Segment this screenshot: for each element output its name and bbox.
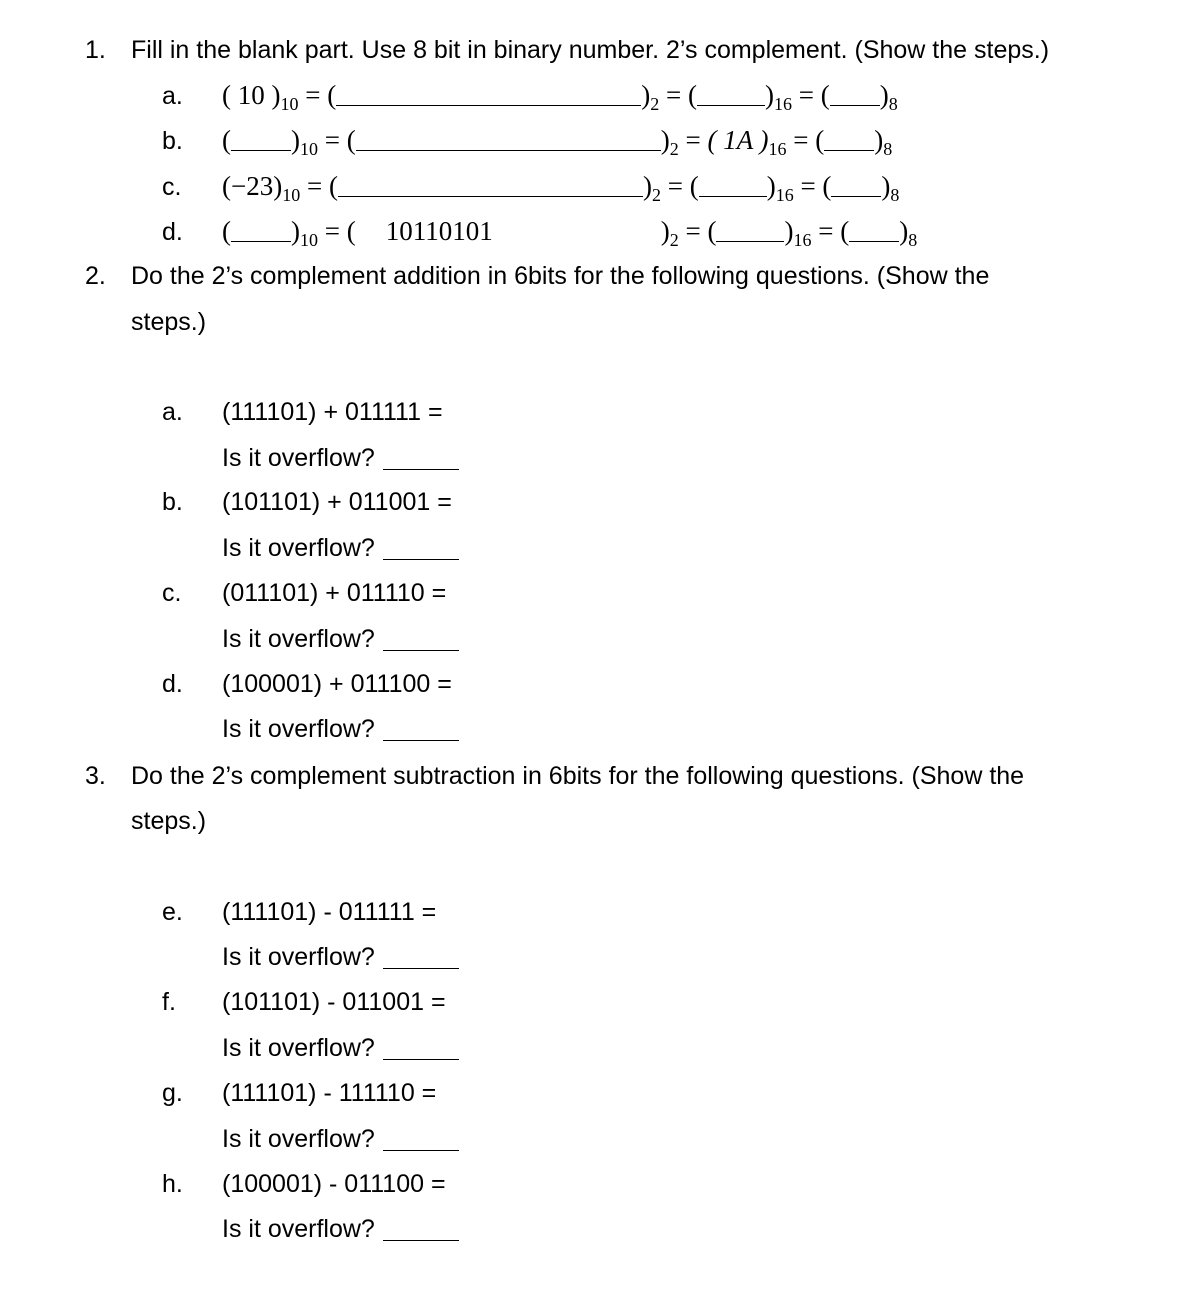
q2-item-c-overflow: [222, 624, 459, 654]
q1-row-d-dec-blank[interactable]: [231, 219, 291, 242]
base-bin: 2: [669, 230, 679, 250]
base-hex: 16: [768, 139, 787, 159]
equals-sign: =: [665, 80, 682, 110]
q1-row-b-oct-blank[interactable]: [824, 128, 874, 151]
q3-text-line1: Do the 2’s complement subtraction in 6bits for the following questions. (Show the: [131, 762, 1025, 790]
equals-sign: =: [324, 125, 340, 155]
base-oct: 8: [908, 230, 918, 250]
base-hex: 16: [775, 185, 794, 205]
q1-row-b-bin-blank[interactable]: [356, 128, 661, 151]
q2-item-b-expr: (101101) + 011001 =: [222, 488, 452, 516]
overflow-answer-blank[interactable]: [383, 445, 459, 470]
overflow-answer-blank[interactable]: [383, 944, 459, 969]
equals-sign: =: [667, 171, 683, 201]
q1-row-a-oct-blank[interactable]: [830, 83, 880, 106]
q1-row-c-dec-value: (−23): [222, 171, 283, 201]
q2-item-a-overflow: [222, 443, 459, 473]
q1-row-c-hex-blank[interactable]: [699, 174, 767, 197]
q1-row-a-decimal: ( 10 )$_{10}$ = ( )$_2$ = ( )$_{16}$ = ( )$_8$: [222, 80, 898, 114]
q2-item-a-expr: (111101) + 011111 =: [222, 398, 443, 426]
equals-sign: =: [793, 125, 809, 155]
overflow-answer-blank[interactable]: [383, 535, 459, 560]
q1-row-b-letter: b.: [162, 127, 183, 155]
overflow-question: Is it overflow?: [222, 534, 375, 562]
equals-sign: =: [685, 125, 701, 155]
overflow-question: Is it overflow?: [222, 444, 375, 472]
base-dec: 10: [280, 94, 299, 114]
q1-row-d-letter: d.: [162, 218, 183, 246]
q1-row-b-hex-value: ( 1A ): [707, 125, 769, 155]
q1-row-a-bin-blank[interactable]: [336, 83, 641, 106]
equals-sign: =: [685, 216, 701, 246]
base-oct: 8: [883, 139, 893, 159]
overflow-question: Is it overflow?: [222, 1125, 375, 1153]
q2-item-c-letter: c.: [162, 579, 182, 607]
base-bin: 2: [669, 139, 679, 159]
q2-item-d-expr: (100001) + 011100 =: [222, 670, 452, 698]
q1-row-b: ( )$_{10}$ = ( )$_2$ = ( 1A )$_{16}$ = ( )$_8$: [222, 125, 893, 159]
overflow-question: Is it overflow?: [222, 1215, 375, 1243]
equals-sign: =: [305, 80, 321, 110]
q1-row-c-letter: c.: [162, 173, 182, 201]
base-dec: 10: [300, 230, 318, 250]
equals-sign: =: [306, 171, 323, 201]
overflow-answer-blank[interactable]: [383, 716, 459, 741]
overflow-question: Is it overflow?: [222, 625, 375, 653]
q1-number: 1.: [85, 36, 106, 64]
overflow-question: Is it overflow?: [222, 715, 375, 743]
q1-row-a-dec-value: ( 10 ): [222, 80, 281, 110]
overflow-question: Is it overflow?: [222, 1034, 375, 1062]
base-oct: 8: [890, 185, 900, 205]
base-bin: 2: [650, 94, 660, 114]
q3-number: 3.: [85, 762, 106, 790]
q2-item-b-overflow: [222, 533, 459, 563]
q3-item-g-letter: g.: [162, 1079, 183, 1107]
q1-row-d-hex-blank[interactable]: [716, 219, 784, 242]
overflow-answer-blank[interactable]: [383, 1035, 459, 1060]
base-hex: 16: [773, 94, 792, 114]
q1-row-b-dec-blank[interactable]: [231, 128, 291, 151]
q2-item-d-letter: d.: [162, 670, 183, 698]
equals-sign: =: [798, 80, 814, 110]
q3-item-f-letter: f.: [162, 988, 176, 1016]
base-dec: 10: [300, 139, 318, 159]
q1-row-a-letter: a.: [162, 82, 183, 110]
q1-row-d: ( )$_{10}$ = ( 10110101 )$_2$ = ( )$_{16}$ = ( )$_8$: [222, 216, 918, 250]
q2-item-c-expr: (011101) + 011110 =: [222, 579, 447, 607]
q2-item-b-letter: b.: [162, 488, 183, 516]
q1-row-a-hex-blank[interactable]: [697, 83, 765, 106]
overflow-answer-blank[interactable]: [383, 626, 459, 651]
q2-item-d-overflow: [222, 714, 459, 744]
q3-item-g-expr: (111101) - 111110 =: [222, 1079, 437, 1107]
q1-row-c: $(-23)_{10}$ = ( )$_2$ = ( )$_{16}$ = ( )$_8$: [222, 171, 900, 205]
base-hex: 16: [793, 230, 812, 250]
equals-sign: =: [800, 171, 816, 201]
q2-item-a-letter: a.: [162, 398, 183, 426]
q1-row-d-bin-value: 10110101: [385, 216, 493, 246]
q2-text-line2: steps.): [131, 308, 207, 336]
q3-item-g-overflow: [222, 1124, 459, 1154]
q3-item-h-letter: h.: [162, 1170, 183, 1198]
q3-text-line2: steps.): [131, 807, 207, 835]
base-bin: 2: [651, 185, 661, 205]
q3-item-f-overflow: [222, 1033, 459, 1063]
q1-text: Fill in the blank part. Use 8 bit in binary number. 2’s complement. (Show the steps.): [131, 36, 1050, 64]
equals-sign: =: [818, 216, 834, 246]
q1-row-c-oct-blank[interactable]: [831, 174, 881, 197]
base-oct: 8: [888, 94, 898, 114]
base-dec: 10: [282, 185, 301, 205]
q3-item-e-overflow: [222, 942, 459, 972]
q1-row-c-bin-blank[interactable]: [338, 174, 643, 197]
overflow-answer-blank[interactable]: [383, 1126, 459, 1151]
q2-text-line1: Do the 2’s complement addition in 6bits for the following questions. (Show the: [131, 262, 990, 290]
overflow-answer-blank[interactable]: [383, 1216, 459, 1241]
overflow-question: Is it overflow?: [222, 943, 375, 971]
q2-number: 2.: [85, 262, 106, 290]
q3-item-f-expr: (101101) - 011001 =: [222, 988, 446, 1016]
q3-item-h-expr: (100001) - 011100 =: [222, 1170, 446, 1198]
q3-item-e-letter: e.: [162, 898, 183, 926]
q1-row-d-oct-blank[interactable]: [849, 219, 899, 242]
q3-item-e-expr: (111101) - 011111 =: [222, 898, 437, 926]
equals-sign: =: [324, 216, 340, 246]
q3-item-h-overflow: [222, 1214, 459, 1244]
